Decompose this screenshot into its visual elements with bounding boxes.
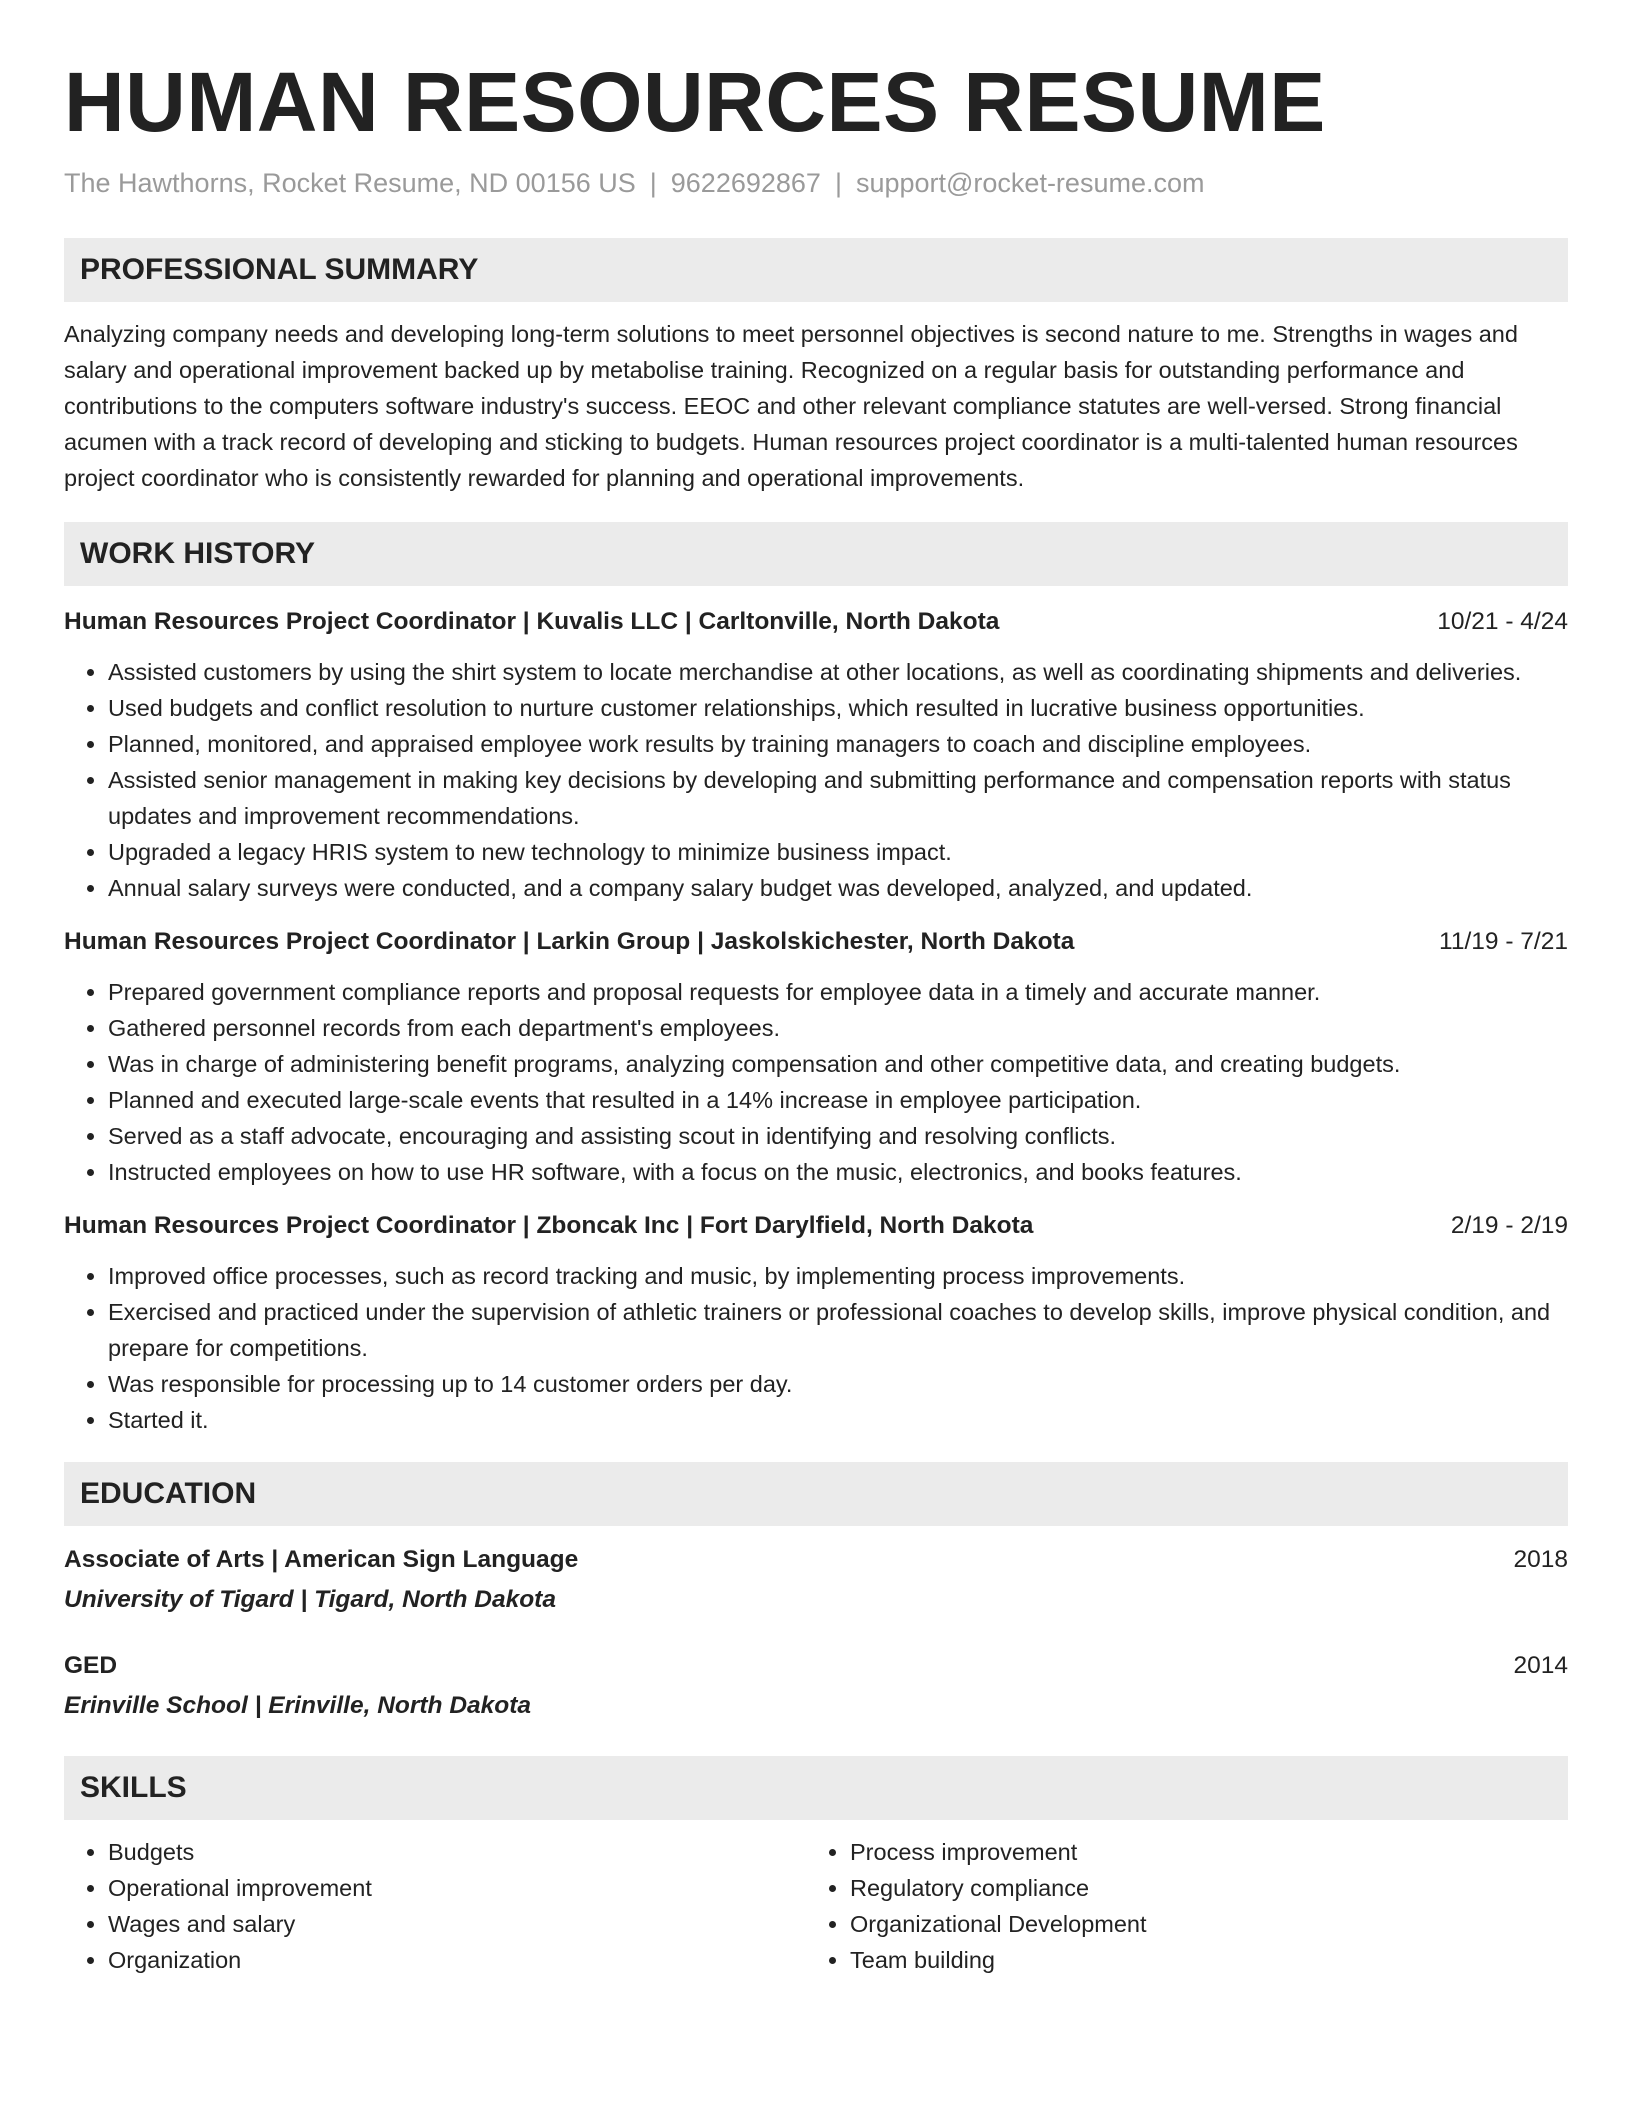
skills-columns xyxy=(64,1834,1568,1978)
job-entry xyxy=(64,604,1568,906)
skills-column-right xyxy=(806,1834,1548,1978)
contact-email[interactable]: support@rocket-resume.com xyxy=(855,168,1205,198)
skill-item: • Wages and salary xyxy=(108,1906,806,1942)
job-bullet: • Was responsible for processing up to 14 customer orders per day. xyxy=(108,1366,1568,1402)
skills-column-left xyxy=(64,1834,806,1978)
job-bullet: • Annual salary surveys were conducted, and a company salary budget was developed, analyzed, and updated. xyxy=(108,870,1568,906)
skill-item: • Budgets xyxy=(108,1834,806,1870)
education-heading: EDUCATION xyxy=(64,1462,1568,1526)
job-bullet: • Exercised and practiced under the supervision of athletic trainers or professional coaches to develop skills, improve physical condition, and prepare for competitions. xyxy=(108,1294,1568,1366)
job-bullet: • Was in charge of administering benefit programs, analyzing compensation and other competitive data, and creating budgets. xyxy=(108,1046,1568,1082)
job-bullet: • Used budgets and conflict resolution to nurture customer relationships, which resulted in lucrative business opportunities. xyxy=(108,690,1568,726)
summary-text: Analyzing company needs and developing long-term solutions to meet personnel objectives is second nature to me. Strengths in wages and salary and operational improvement backed up by metabolise training. Recognized on a regular basis for outstanding performance and contributions to the computers software industry's success. EEOC and other relevant compliance statutes are well-versed. Strong financial acumen with a track record of developing and sticking to budgets. Human resources project coordinator is a multi-talented human resources project coordinator who is consistently rewarded for planning and operational improvements. xyxy=(64,321,1518,491)
education-school: Erinville School | Erinville, North Dakota xyxy=(64,1692,532,1719)
job-bullet: • Gathered personnel records from each department's employees. xyxy=(108,1010,1568,1046)
work-history-section xyxy=(64,522,1568,1438)
job-bullet: • Planned, monitored, and appraised employee work results by training managers to coach and discipline employees. xyxy=(108,726,1568,762)
skill-item: • Team building xyxy=(850,1942,1548,1978)
education-degree: GED xyxy=(64,1652,118,1679)
skill-item: • Operational improvement xyxy=(108,1870,806,1906)
summary-heading: PROFESSIONAL SUMMARY xyxy=(64,238,1568,302)
education-year: 2018 xyxy=(1513,1546,1568,1573)
education-section xyxy=(64,1462,1568,1724)
job-bullet: • Assisted customers by using the shirt system to locate merchandise at other locations, as well as coordinating shipments and deliveries. xyxy=(108,654,1568,690)
education-entry xyxy=(64,1542,1568,1618)
skills-list xyxy=(64,1834,806,1978)
job-bullet: • Instructed employees on how to use HR software, with a focus on the music, electronics, and books features. xyxy=(108,1154,1568,1190)
job-title: Human Resources Project Coordinator | Zboncak Inc | Fort Darylfield, North Dakota xyxy=(64,1212,1034,1239)
job-entry xyxy=(64,924,1568,1190)
summary-section xyxy=(64,238,1568,496)
job-bullets xyxy=(64,1258,1568,1438)
skills-heading: SKILLS xyxy=(64,1756,1568,1820)
job-bullet: • Started it. xyxy=(108,1402,1568,1438)
skill-item: • Organization xyxy=(108,1942,806,1978)
job-bullet: • Planned and executed large-scale events that resulted in a 14% increase in employee participation. xyxy=(108,1082,1568,1118)
job-dates: 2/19 - 2/19 xyxy=(1450,1212,1568,1239)
work-history-heading: WORK HISTORY xyxy=(64,522,1568,586)
contact-line xyxy=(64,166,1568,200)
contact-separator: | xyxy=(834,168,842,198)
job-bullet: • Prepared government compliance reports and proposal requests for employee data in a timely and accurate manner. xyxy=(108,974,1568,1010)
job-bullet: • Upgraded a legacy HRIS system to new technology to minimize business impact. xyxy=(108,834,1568,870)
education-header xyxy=(64,1542,1568,1578)
job-header xyxy=(64,924,1568,960)
skill-item: • Process improvement xyxy=(850,1834,1548,1870)
job-bullets xyxy=(64,974,1568,1190)
job-entry xyxy=(64,1208,1568,1438)
contact-phone: 9622692867 xyxy=(670,168,821,198)
job-dates: 10/21 - 4/24 xyxy=(1437,608,1568,635)
job-title: Human Resources Project Coordinator | Kuvalis LLC | Carltonville, North Dakota xyxy=(64,608,1000,635)
contact-address: The Hawthorns, Rocket Resume, ND 00156 US xyxy=(64,168,636,198)
job-bullets xyxy=(64,654,1568,906)
contact-separator: | xyxy=(649,168,657,198)
skills-list xyxy=(806,1834,1548,1978)
job-bullet: • Served as a staff advocate, encouraging and assisting scout in identifying and resolving conflicts. xyxy=(108,1118,1568,1154)
job-header xyxy=(64,1208,1568,1244)
education-school: University of Tigard | Tigard, North Dakota xyxy=(64,1586,556,1613)
education-year: 2014 xyxy=(1513,1652,1568,1679)
education-entry xyxy=(64,1648,1568,1724)
skill-item: • Regulatory compliance xyxy=(850,1870,1548,1906)
job-bullet: • Improved office processes, such as record tracking and music, by implementing process improvements. xyxy=(108,1258,1568,1294)
job-title: Human Resources Project Coordinator | Larkin Group | Jaskolskichester, North Dakota xyxy=(64,928,1075,955)
job-bullet: • Assisted senior management in making key decisions by developing and submitting performance and compensation reports with status updates and improvement recommendations. xyxy=(108,762,1568,834)
skill-item: • Organizational Development xyxy=(850,1906,1548,1942)
resume-title: HUMAN RESOURCES RESUME xyxy=(64,55,1326,149)
job-header xyxy=(64,604,1568,640)
job-dates: 11/19 - 7/21 xyxy=(1439,928,1568,955)
education-degree: Associate of Arts | American Sign Language xyxy=(64,1546,579,1573)
skills-section xyxy=(64,1756,1568,1978)
education-header xyxy=(64,1648,1568,1684)
